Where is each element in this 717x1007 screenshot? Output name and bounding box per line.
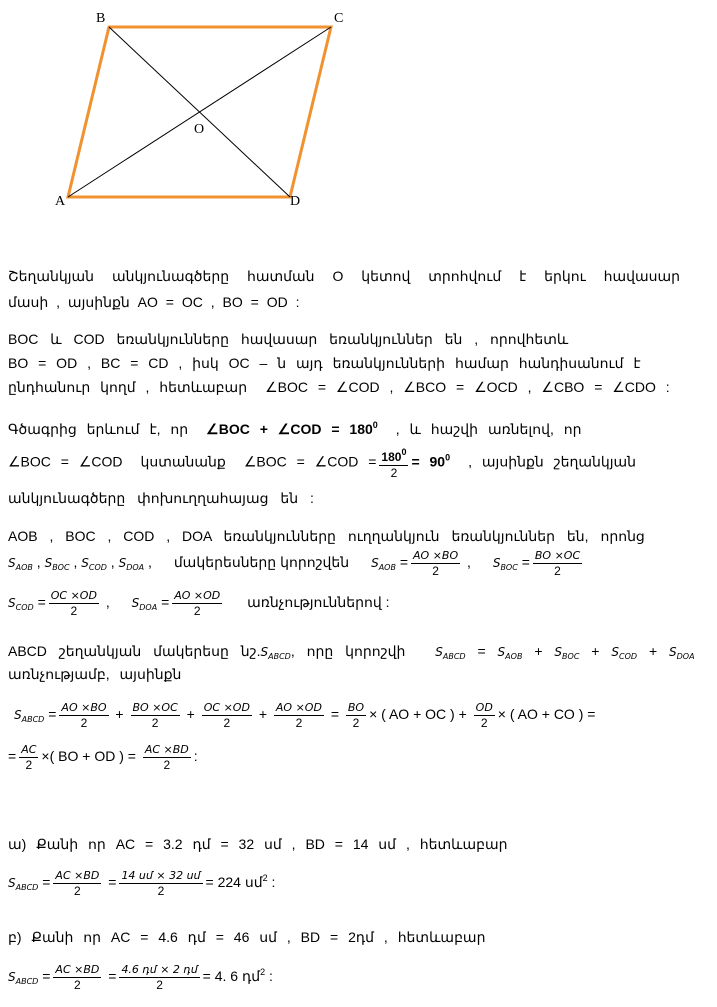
fraction-aob: $\frac{AO \times BO}{2}$ (413, 549, 459, 578)
vertex-label-d: D (290, 194, 301, 209)
text-line-8: անկյունագծերը փոխուղղահայաց են : (8, 490, 314, 506)
area-sum-expansion: $S_{ABCD}$ = $\frac{AO \times BO}{2}$ + $\frac{BO \times OC}{2}$ + $\frac{OC \times OD}{2}$ + $\frac{AO \times OD}{2}$ = $\frac{BO}{2}$ × ( AO + OC ) + $\frac{OD}{2}$ × ( AO + CO ) = (14, 701, 596, 730)
text-line-12: ABCD շեղանկյան մակերեսը $նշ.S_{ABCD}$, որը կորոշվի $S_{ABCD} = S_{AOB} + S_{BOC} + S_{COD} + S_{DOA}$ (8, 643, 695, 661)
degree-sup: 0 (372, 420, 378, 430)
fraction-180-over-2: $\frac{180^0}{2}$ (381, 447, 407, 480)
angle-sum: ∠BOC + ∠COD = 180 (206, 421, 373, 437)
text-line-3: BOC և COD եռանկյունները հավասար եռանկյուններ են , որովհետև (8, 331, 569, 347)
vertex-label-a: A (55, 194, 66, 209)
case-a-computation: $S_{ABCD}$ = $\frac{AC \times BD}{2}$ = $\frac{\text{14 սմ × 32 սմ}}{2}$ = 224 սմ$^2$ : (8, 869, 276, 898)
text-line-5a: ընդհանուր կողմ , հետևաբար (8, 379, 248, 395)
text-line-4: BO = OD , BC = CD , իսկ OC – ն այդ եռանկյունների համար հանդիսանում է (8, 355, 641, 371)
text-line-6c: , և հաշվի առնելով, որ (395, 421, 582, 437)
fraction-boc: $\frac{BO \times OC}{2}$ (534, 549, 581, 578)
fraction-cod: $\frac{OC \times OD}{2}$ (50, 589, 97, 618)
text-line-7e: , այսինքն շեղանկյան (468, 453, 637, 470)
text-line-5b: ∠BOC = ∠COD , ∠BCO = ∠OCD , ∠CBO = ∠CDO : (265, 379, 670, 395)
area-formulas-2: $S_{COD}$ = $\frac{OC \times OD}{2}$ , $S_{DOA}$ = $\frac{AO \times OD}{2}$ առնչություններով : (8, 589, 390, 618)
text-line-7b: կստանանք (140, 453, 226, 470)
center-label-o: O (194, 122, 205, 137)
text-line-1: Շեղանկյան անկյունագծերը հատման O կետով տրոհվում է երկու հավասար (8, 268, 681, 284)
vertex-label-c: C (334, 11, 344, 26)
case-b-statement: բ) Քանի որ AC = 4.6 դմ = 46 սմ , BD = 2դմ , հետևաբար (8, 929, 486, 945)
rhombus-figure (0, 0, 360, 220)
area-sum-result: = $\frac{AC}{2}$ ×( BO + OD ) = $\frac{AC \times BD}{2}$ : (8, 743, 198, 772)
text-line-2: մասի , այսինքն AO = OC , BO = OD : (8, 294, 300, 310)
result-90: = 90 (411, 453, 446, 470)
case-a-statement: ա) Քանի որ AC = 3.2 դմ = 32 սմ , BD = 14 սմ , հետևաբար (8, 836, 508, 852)
fraction-doa: $\frac{AO \times OD}{2}$ (174, 589, 221, 618)
text-line-7c: ∠BOC = ∠COD = (243, 453, 377, 470)
vertex-label-b: B (96, 11, 106, 26)
text-line-7a: ∠BOC = ∠COD (8, 453, 123, 470)
text-line-6 (8, 416, 581, 438)
text-line-9: AOB , BOC , COD , DOA եռանկյունները ուղղանկյուն եռանկյուններ են, որոնց (8, 528, 645, 544)
area-formulas-1: $S_{AOB}$ , $S_{BOC}$ , $S_{COD}$ , $S_{DOA}$ , մակերեսները կորոշվեն $S_{AOB}$ = $\frac{AO \times BO}{2}$ , $S_{BOC}$ = $\frac{BO \times OC}{2}$ (8, 549, 581, 578)
text-line-6a: Գծագրից երևում է, որ (8, 421, 189, 437)
case-b-computation: $S_{ABCD}$ = $\frac{AC \times BD}{2}$ = $\frac{\text{4.6 դմ × 2 դմ}}{2}$ = 4. 6 դմ$^2$ : (8, 963, 273, 992)
text-line-5 (8, 378, 670, 396)
text-line-13: առնչությամբ, այսինքն (8, 666, 182, 682)
text-line-7: ∠BOC = ∠COD կստանանք ∠BOC = ∠COD = $\frac{180^0}{2}$ = $90^0$ , այսինքն շեղանկյան (8, 447, 637, 480)
text-line-11b: առնչություններով : (247, 594, 390, 611)
text-line-10b: մակերեսները կորոշվեն (173, 554, 350, 571)
diagonal-ac (68, 27, 331, 197)
